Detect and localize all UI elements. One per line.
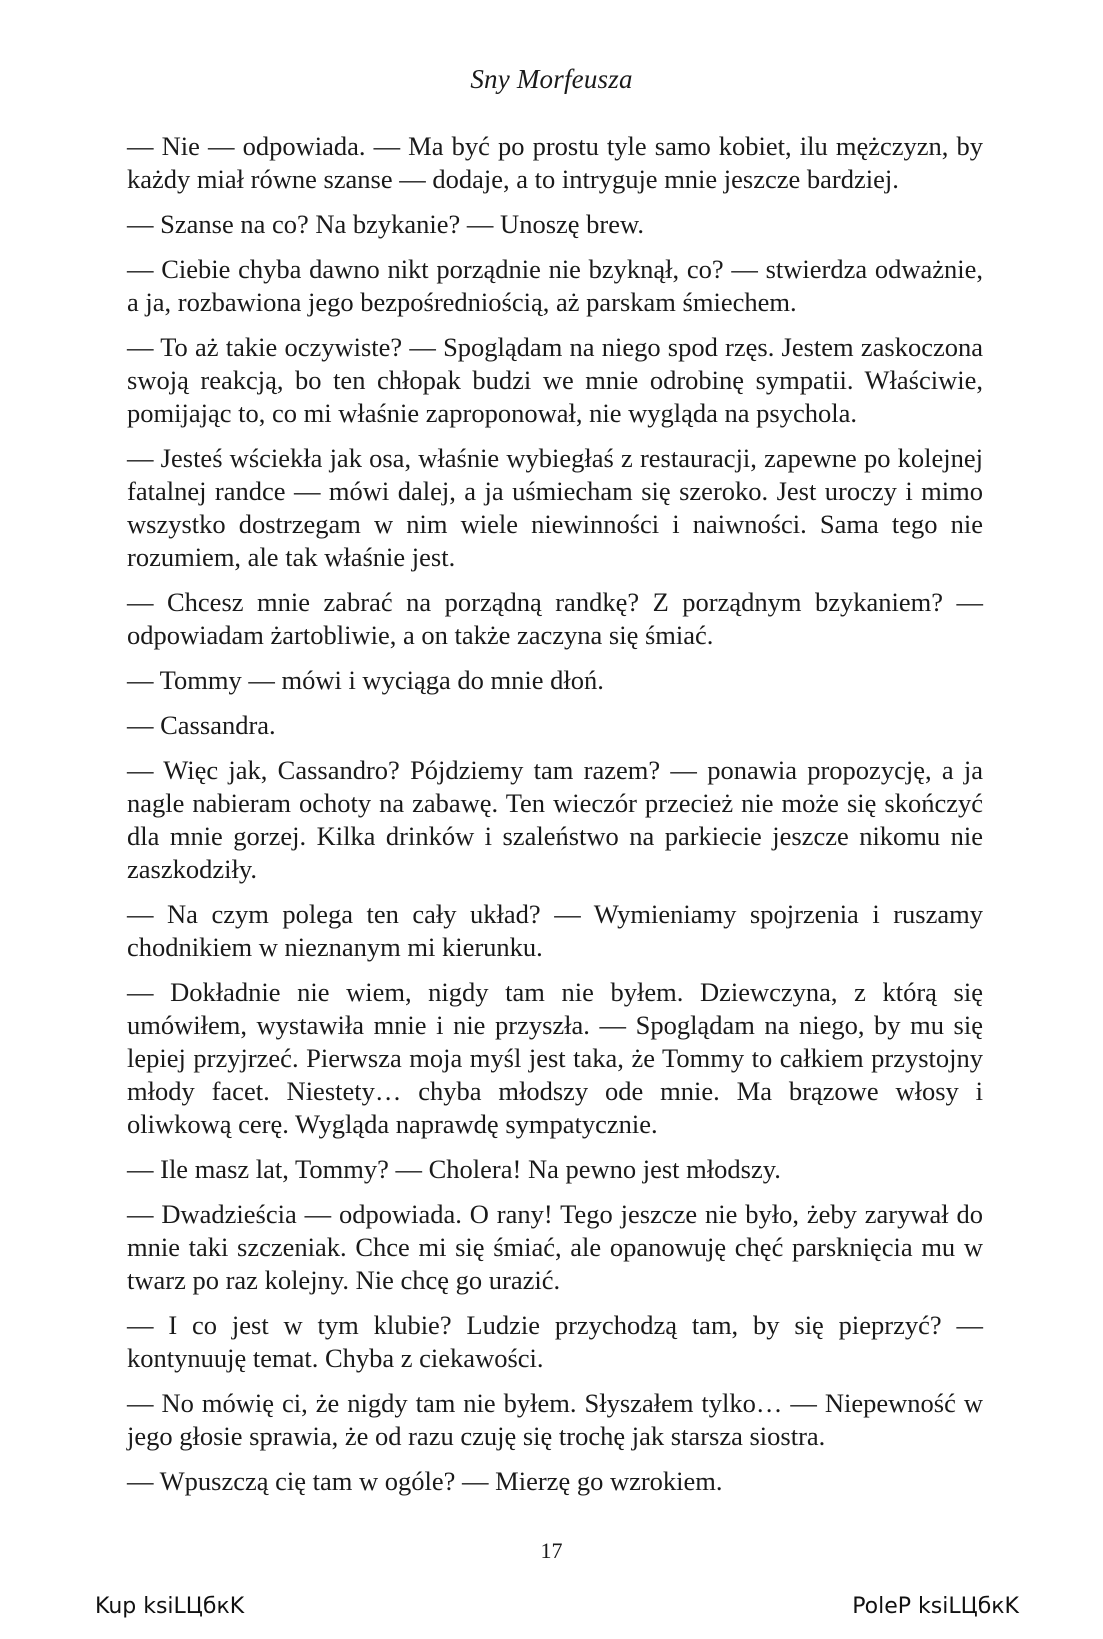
paragraph-12: — Ile masz lat, Tommy? — Cholera! Na pewno jest młodszy. <box>127 1154 781 1184</box>
paragraph-15: — No mówię ci, że nigdy tam nie byłem. Słyszałem tylko… — Niepewność w jego głosie sprawia, że od razu czuję się trochę jak starsza siostra. <box>127 1388 983 1451</box>
buy-book-link[interactable]: Kup ksiLЦбкK <box>95 1594 245 1619</box>
paragraph-6: — Chcesz mnie zabrać na porządną randkę? Z porządnym bzykaniem? — odpowiadam żartobliwie, a on także zaczyna się śmiać. <box>127 587 983 650</box>
paragraph-1: — Nie — odpowiada. — Ma być po prostu tyle samo kobiet, ilu mężczyzn, by każdy miał równe szanse — dodaje, a to intryguje mnie jeszcze bardziej. <box>127 131 983 194</box>
paragraph-16: — Wpuszczą cię tam w ogóle? — Mierzę go wzrokiem. <box>127 1466 723 1496</box>
paragraph-5: — Jesteś wściekła jak osa, właśnie wybiegłaś z restauracji, zapewne po kolejnej fatalnej randce — mówi dalej, a ja uśmiecham się szeroko. Jest uroczy i mimo wszystko dostrzegam w nim wiele niewinności i naiwności. Sama tego nie rozumiem, ale tak właśnie jest. <box>127 443 983 572</box>
running-title: Sny Morfeusza <box>470 64 633 94</box>
recommend-book-link[interactable]: PoleP ksiLЦбкK <box>852 1594 1019 1619</box>
page-number: 17 <box>540 1538 563 1563</box>
paragraph-11: — Dokładnie nie wiem, nigdy tam nie byłem. Dziewczyna, z którą się umówiłem, wystawiła mnie i nie przyszła. — Spoglądam na niego, by mu się lepiej przyjrzeć. Pierwsza moja myśl jest taka, że Tommy to całkiem przystojny młody facet. Niestety… chyba młodszy ode mnie. Ma brązowe włosy i oliwkową cerę. Wygląda naprawdę sympatycznie. <box>127 977 983 1139</box>
paragraph-2: — Szanse na co? Na bzykanie? — Unoszę brew. <box>127 209 645 239</box>
paragraph-10: — Na czym polega ten cały układ? — Wymieniamy spojrzenia i ruszamy chodnikiem w nieznanym mi kierunku. <box>127 899 983 962</box>
paragraph-14: — I co jest w tym klubie? Ludzie przychodzą tam, by się pieprzyć? — kontynuuję temat. Chyba z ciekawości. <box>127 1310 983 1373</box>
paragraph-8: — Cassandra. <box>127 710 276 740</box>
body-text <box>127 130 983 1510</box>
paragraph-7: — Tommy — mówi i wyciąga do mnie dłoń. <box>127 665 604 695</box>
paragraph-4: — To aż takie oczywiste? — Spoglądam na niego spod rzęs. Jestem zaskoczona swoją reakcją, bo ten chłopak budzi we mnie odrobinę sympatii. Właściwie, pomijając to, co mi właśnie zaproponował, nie wygląda na psychola. <box>127 332 983 428</box>
paragraph-9: — Więc jak, Cassandro? Pójdziemy tam razem? — ponawia propozycję, a ja nagle nabieram ochoty na zabawę. Ten wieczór przecież nie może się skończyć dla mnie gorzej. Kilka drinków i szaleństwo na parkiecie jeszcze nikomu nie zaszkodziły. <box>127 755 983 884</box>
paragraph-3: — Ciebie chyba dawno nikt porządnie nie bzyknął, co? — stwierdza odważnie, a ja, rozbawiona jego bezpośredniością, aż parskam śmiechem. <box>127 254 983 317</box>
paragraph-13: — Dwadzieścia — odpowiada. O rany! Tego jeszcze nie było, żeby zarywał do mnie taki szczeniak. Chce mi się śmiać, ale opanowuję chęć parsknięcia mu w twarz po raz kolejny. Nie chcę go urazić. <box>127 1199 983 1295</box>
